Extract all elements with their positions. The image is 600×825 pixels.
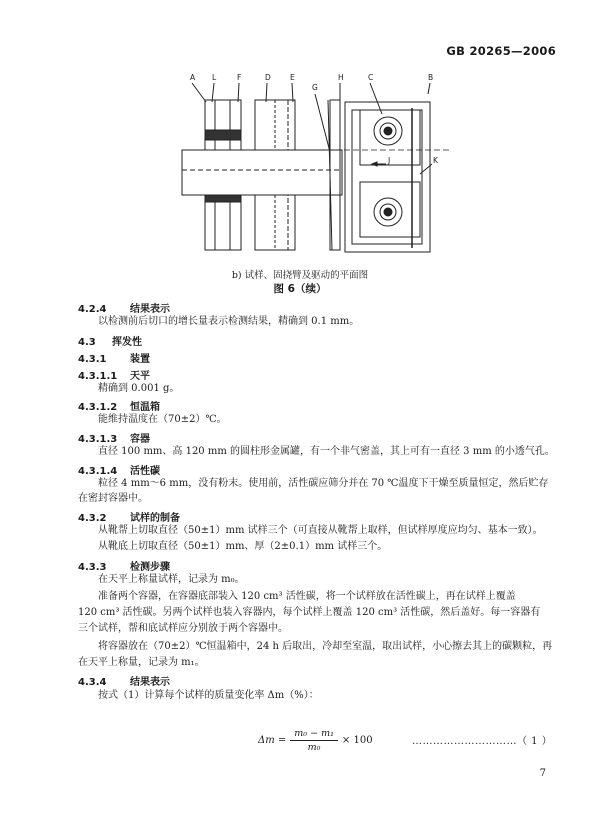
section-4-3-3-line-2: 准备两个容器，在容器底部装入 120 cm³ 活性碳，将一个试样放在活性碳上，再在试样上覆盖 — [98, 591, 516, 602]
label-B: B — [428, 73, 434, 82]
figure-plan-view — [160, 72, 450, 262]
label-A: A — [190, 73, 196, 82]
section-4-3-1-3-body: 直径 100 mm、高 120 mm 的圆柱形金属罐，有一个非气密盖，其上可有一直径 3 mm 的小透气孔。 — [98, 446, 555, 457]
section-4-3-1-3-heading: 4.3.1.3 容器 — [78, 434, 150, 445]
section-4-3-2-body-1: 从靴帮上切取直径（50±1）mm 试样三个（可直接从靴帮上取样，但试样厚度应均匀、基本一致）。 — [98, 525, 543, 536]
standard-code: GB 20265—2006 — [446, 44, 556, 58]
section-4-3-1-1-heading: 4.3.1.1 天平 — [78, 371, 150, 382]
label-F: F — [237, 73, 242, 82]
label-H: H — [338, 73, 344, 82]
section-4-3-1-4-body-cont: 在密封容器中。 — [78, 493, 148, 504]
section-4-3-3-line-3: 120 cm³ 活性碳。另两个试样也装入容器内，每个试样上覆盖 120 cm³ 活性碳，然后盖好。每一容器有 — [78, 607, 541, 618]
formula-lhs: Δm = — [258, 735, 287, 746]
section-4-3-3-heading: 4.3.3 检测步骤 — [78, 562, 170, 573]
section-4-3-4-body: 按式（1）计算每个试样的质量变化率 Δm（%）： — [98, 690, 319, 701]
section-4-3-1-4-body: 粒径 4 mm～6 mm，没有粉末。使用前，活性碳应筛分并在 70 ℃温度下干燥至质量恒定，然后贮存 — [98, 478, 549, 489]
formula-multiplier: × 100 — [341, 735, 373, 746]
section-4-3-1-4-heading: 4.3.1.4 活性碳 — [78, 466, 160, 477]
section-4-3-3-line-1: 在天平上称量试样，记录为 m₀。 — [98, 574, 245, 585]
figure-subcaption: b) 试样、固挠臂及驱动的平面图 — [231, 270, 369, 281]
section-4-3-1-2-heading: 4.3.1.2 恒温箱 — [78, 402, 160, 413]
section-4-3-heading: 4.3 挥发性 — [78, 337, 142, 348]
formula-mass-change — [258, 728, 373, 753]
label-E: E — [290, 73, 295, 82]
label-D: D — [265, 73, 271, 82]
section-4-3-4-heading: 4.3.4 结果表示 — [78, 677, 170, 688]
section-4-3-2-body-2: 从靴底上切取直径（50±1）mm、厚（2±0.1）mm 试样三个。 — [98, 541, 388, 552]
equation-number: …………………………（ 1 ） — [412, 736, 553, 747]
section-4-3-3-line-6: 在天平上称量，记录为 m₁。 — [78, 657, 205, 668]
label-L: L — [212, 73, 217, 82]
figure-title: 图 6（续） — [273, 283, 327, 295]
formula-denominator: m₀ — [307, 742, 321, 753]
section-4-3-2-heading: 4.3.2 试样的制备 — [78, 513, 180, 524]
section-4-3-1-2-body: 能维持温度在（70±2）℃。 — [98, 414, 227, 425]
formula-numerator: m₀ − m₁ — [290, 728, 338, 741]
label-K: K — [433, 156, 438, 165]
section-4-3-1-1-body: 精确到 0.001 g。 — [98, 383, 180, 394]
section-4-2-4-heading: 4.2.4 结果表示 — [78, 304, 170, 315]
label-G: G — [312, 83, 318, 92]
label-J: J — [388, 156, 391, 165]
page-number: 7 — [539, 768, 546, 779]
section-4-3-3-line-5: 将容器放在（70±2）℃恒温箱中，24 h 后取出，冷却至室温，取出试样，小心擦去其上的碳颗粒，再 — [98, 641, 553, 652]
label-C: C — [368, 73, 374, 82]
section-4-3-3-line-4: 三个试样，帮和底试样应分别放于两个容器中。 — [78, 623, 288, 634]
section-4-2-4-body: 以检测前后切口的增长量表示检测结果，精确到 0.1 mm。 — [98, 316, 360, 327]
formula-fraction — [290, 728, 338, 753]
section-4-3-1-heading: 4.3.1 装置 — [78, 354, 150, 365]
